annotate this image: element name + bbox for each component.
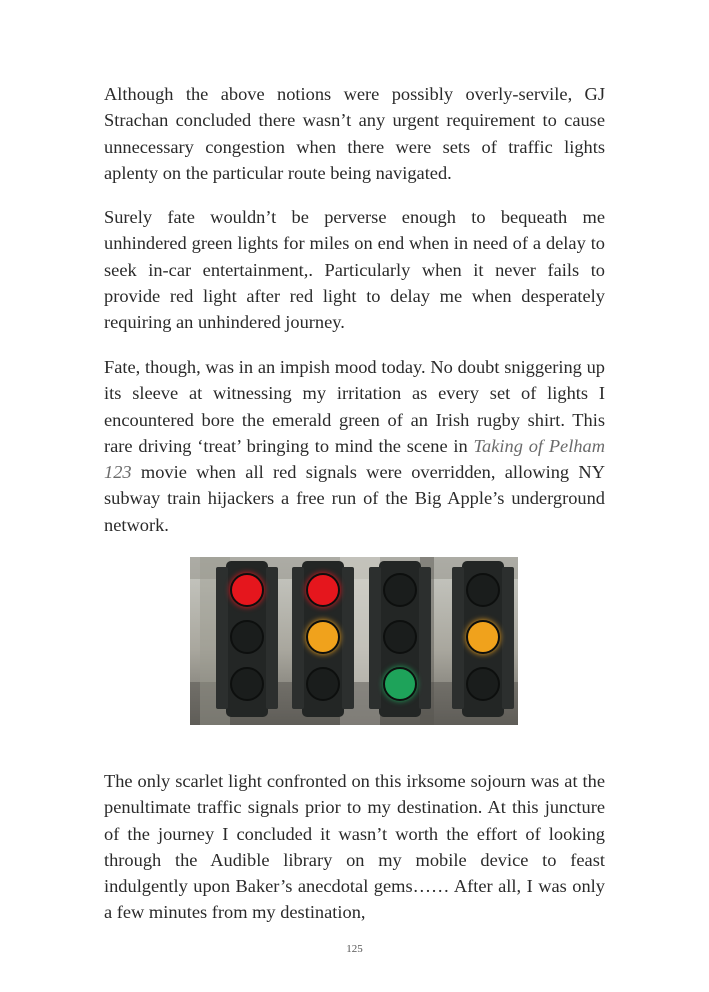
traffic-lights-photo xyxy=(190,557,518,725)
signal-2-amber-lamp xyxy=(307,621,339,653)
signal-head-4 xyxy=(452,561,514,717)
paragraph-3-end: movie when all red signals were overridden, allowing NY subway train hijackers a free run of the Big Apple’s underground network. xyxy=(104,462,605,535)
signal-1-green-lamp xyxy=(231,668,263,700)
paragraph-2-text: Surely fate wouldn’t be perverse enough to bequeath me unhindered green lights for miles on end when in need of a delay to seek in-car entertainment,. Particularly when it never fails to provide red light after red light to delay me when desperately requiring an unhindered journey. xyxy=(104,207,605,333)
signal-2-red-lamp xyxy=(307,574,339,606)
paragraph-1 xyxy=(104,81,605,186)
signal-3-green-lamp xyxy=(384,668,416,700)
paragraph-2 xyxy=(104,204,605,335)
paragraph-3-text xyxy=(104,354,605,538)
paragraph-3 xyxy=(104,354,605,538)
signal-head-2 xyxy=(292,561,354,717)
movie-title: Taking of Pelham 123 xyxy=(104,435,605,483)
signal-2-green-lamp xyxy=(307,668,339,700)
signal-4-amber-lamp xyxy=(467,621,499,653)
page-number: 125 xyxy=(346,943,363,955)
signal-head-1 xyxy=(200,557,278,725)
paragraph-1-text: Although the above notions were possibly overly-servile, GJ Strachan concluded there wasn’t any urgent requirement to cause unnecessary congestion when there were sets of traffic lights aplenty on the particular route being navigated. xyxy=(104,84,605,183)
signal-4-red-lamp xyxy=(467,574,499,606)
signal-4-green-lamp xyxy=(467,668,499,700)
signal-3-red-lamp xyxy=(384,574,416,606)
paragraph-4 xyxy=(104,768,605,926)
signal-1-red-lamp xyxy=(231,574,263,606)
signal-3-amber-lamp xyxy=(384,621,416,653)
paragraph-3-start: Fate, though, was in an impish mood today. No doubt sniggering up its sleeve at witnessing my irritation as every set of lights I encountered bore the emerald green of an Irish rugby shirt. This rare driving ‘treat’ bringing to mind the scene in xyxy=(104,357,605,456)
paragraph-4-text: The only scarlet light confronted on this irksome sojourn was at the penultimate traffic signals prior to my destination. At this juncture of the journey I concluded it wasn’t worth the effort of looking through the Audible library on my mobile device to feast indulgently upon Baker’s anecdotal gems…… After all, I was only a few minutes from my destination, xyxy=(104,771,605,923)
signal-head-3 xyxy=(369,561,431,717)
signal-1-amber-lamp xyxy=(231,621,263,653)
